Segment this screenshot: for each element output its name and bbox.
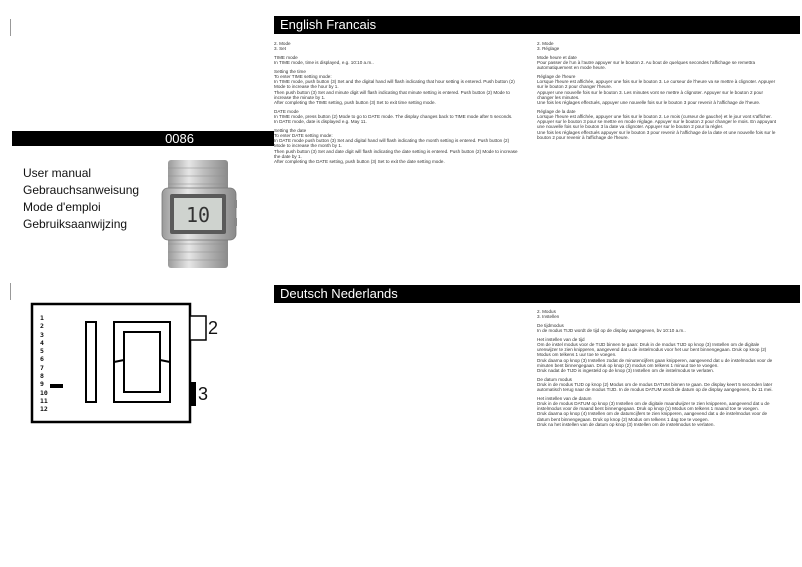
nl-paragraph: De tijdmodus In de modus TIJD wordt de tijd op de display aangegeven, bv 10:10 a.m.. [537, 322, 686, 334]
scale-number: 1 [40, 314, 44, 322]
model-number-bar [12, 131, 274, 146]
en-paragraph: Setting the time To enter TIME setting mode: In TIME mode, push button (3) Set and the digital hand will flash indicating that hour setting is entered. Push button (2) Mode to increase the hour by 1. Then push button (3) Set and minute digit will flash indicating that minute setting is entered. Push button (2) Mode to increase the minute by 1. After completing the TIME setting, push button (3) Set to exit time setting mode. [274, 68, 515, 106]
scale-number: 5 [40, 347, 44, 356]
svg-text:10: 10 [185, 203, 211, 227]
scale-number: 2 [40, 322, 44, 331]
language-bar-label: Deutsch Nederlands [280, 286, 398, 301]
english-instructions [274, 41, 519, 168]
nl-paragraph: De datum modus Druk in de modus TIJD op knop (2) Modus om de modus DATUM binnen te gaan. De display keert 5 seconden later automatisch terug naar de modus TIJD. In de modus DATUM wordt de datum op de display aangegeven, bv 11 mei. [537, 376, 773, 393]
manual-titles [23, 165, 163, 233]
nederlands-instructions [537, 309, 777, 431]
manual-title-nl: Gebruiksaanwijzing [23, 217, 128, 231]
fr-paragraph: Réglage de l'heure Lorsque l'heure est affichée, appuyer une fois sur le bouton 3. Le curseur de l'heure va se mettre à clignoter. Appuyer sur le bouton 2 pour changer l'heure. Appuyer une nouvelle fois sur le bouton 3. Les minutes vont se mettre à clignoter. Appuyer sur le bouton 2 pour changer les minutes. Une fois les réglages effectués, appuyer une nouvelle fois sur le bouton 3 pour revenir à l'affichage de l'heure. [537, 74, 776, 106]
watch-display-diagram [30, 302, 220, 424]
scale-number: 3 [40, 330, 44, 339]
button-label-mode: 2 [208, 318, 219, 338]
manual-title-en: User manual [23, 166, 92, 180]
scale-number: 4 [40, 338, 44, 347]
scale-number: 9 [40, 380, 44, 389]
language-bar-deutsch-nederlands [274, 285, 800, 303]
manual-title-de: Gebrauchsanweisung [23, 183, 140, 197]
en-paragraph: DATE mode In TIME mode, press button (2) Mode to go to DATE mode. The display changes back to TIME mode after 5 seconds. In DATE mode, date is displayed e.g. May 11. [274, 108, 513, 125]
manual-title-fr: Mode d'emploi [23, 200, 101, 214]
scale-number: 8 [40, 372, 44, 381]
fr-paragraph: Réglage de la date Lorsque l'heure est affichée, appuyer une fois sur le bouton 2. Le mois (curseur de gauche) et le jour vont s'afficher. Appuyer sur le bouton 3 pour se mettre en mode réglage. Appuyer sur le bouton 2 pour changer le mois. En appuyant une nouvelle fois sur le bouton 3 la date va clignoter. Appuyer sur le bouton 2 pour la régler. Une fois les réglages effectués appuyer sur le bouton 3 pour revenir à l'affichage de la date et une nouvelle fois sur le bouton 2 pour revenir à l'affichage de l'heure. [537, 108, 777, 140]
button-label-set: 3 [198, 384, 209, 404]
fr-paragraph: 2. Mode 3. Réglage [537, 41, 560, 52]
nl-paragraph: Het instellen van de datum Druk in de modus DATUM op knop (3) Instellen om de digitale maandwijzer te zien knipperen, aangevend dat u de instelmodus voor de maand bent binnengegaan. Druk op knop (1) Modus om telkens 1 maand toe te voegen. Druk daarna op knop (4) Instellen om de datumcijfers te zien knipperen, aangevend dat u de instelmodus voor de datum bent binnengegaan. Druk op knop (2) Modus om telkens 1 dag toe te voegen. Druk na het instellen van de datum op knop (3) Instellen om de instelmodus te verlaten. [537, 395, 770, 427]
model-number: 0086 [165, 131, 194, 146]
margin-mark-middle [10, 283, 11, 300]
scale-numbers [40, 314, 48, 414]
language-bar-label: English Francais [280, 17, 377, 32]
nl-paragraph: Het instellen van de tijd Om de instel modus voor de TIJD binnen te gaan: Druk in de modus TIJD op knop (3) Instellen om de digitale urenwijzer te zien knipperen, aangevend dat u de instelmodus voor het uur bent binnengegaan. Druk op knop (2) Modus om telkens 1 uur toe te voegen. Druk daarna op knop (3) Instellen zodat de minutencijfers gaan knipperen, aangevend dat u de instelmodus voor de minuten bent binnengegaan. Druk op knop (2) modus om telkens 1 minuut toe te voegen. Druk nadat de TIJD is ingesteld op de knop (3) Instellen om de instelmodus te verlaten. [537, 336, 773, 374]
scale-number: 6 [40, 355, 44, 364]
digit-minus-segment [50, 384, 63, 388]
en-paragraph: 2. Mode 3. Set [274, 41, 291, 52]
scale-number: 12 [40, 405, 48, 414]
scale-number: 7 [40, 363, 44, 372]
en-paragraph: Setting the date To enter DATE setting mode: In DATE mode push button (3) Set and digital hand will flash indicating the month setting is entered. Push button (2) Mode to increase the month by 1. Then push button (3) Set and date digit will flash indicating the date setting is entered. Push button (2) Mode to increase the date by 1. After completing the DATE setting, push button (3) Set to exit the date setting mode. [274, 127, 518, 165]
scale-number: 11 [40, 396, 48, 405]
en-paragraph: TIME mode In TIME mode, time is displayed, e.g. 10:10 a.m.. [274, 54, 374, 66]
language-bar-english-francais [274, 16, 800, 34]
francais-instructions [537, 41, 777, 143]
scale-number: 10 [40, 388, 48, 397]
fr-paragraph: Mode heure et date Pour passer de l'un à l'autre appuyer sur le bouton 2. Au bout de quelques secondes l'affichage se remettra automatiquement en mode heure. [537, 54, 756, 71]
margin-mark-top [10, 19, 11, 36]
nl-paragraph: 2. Modus 3. Instellen [537, 309, 560, 320]
watch-product-image [160, 160, 238, 268]
